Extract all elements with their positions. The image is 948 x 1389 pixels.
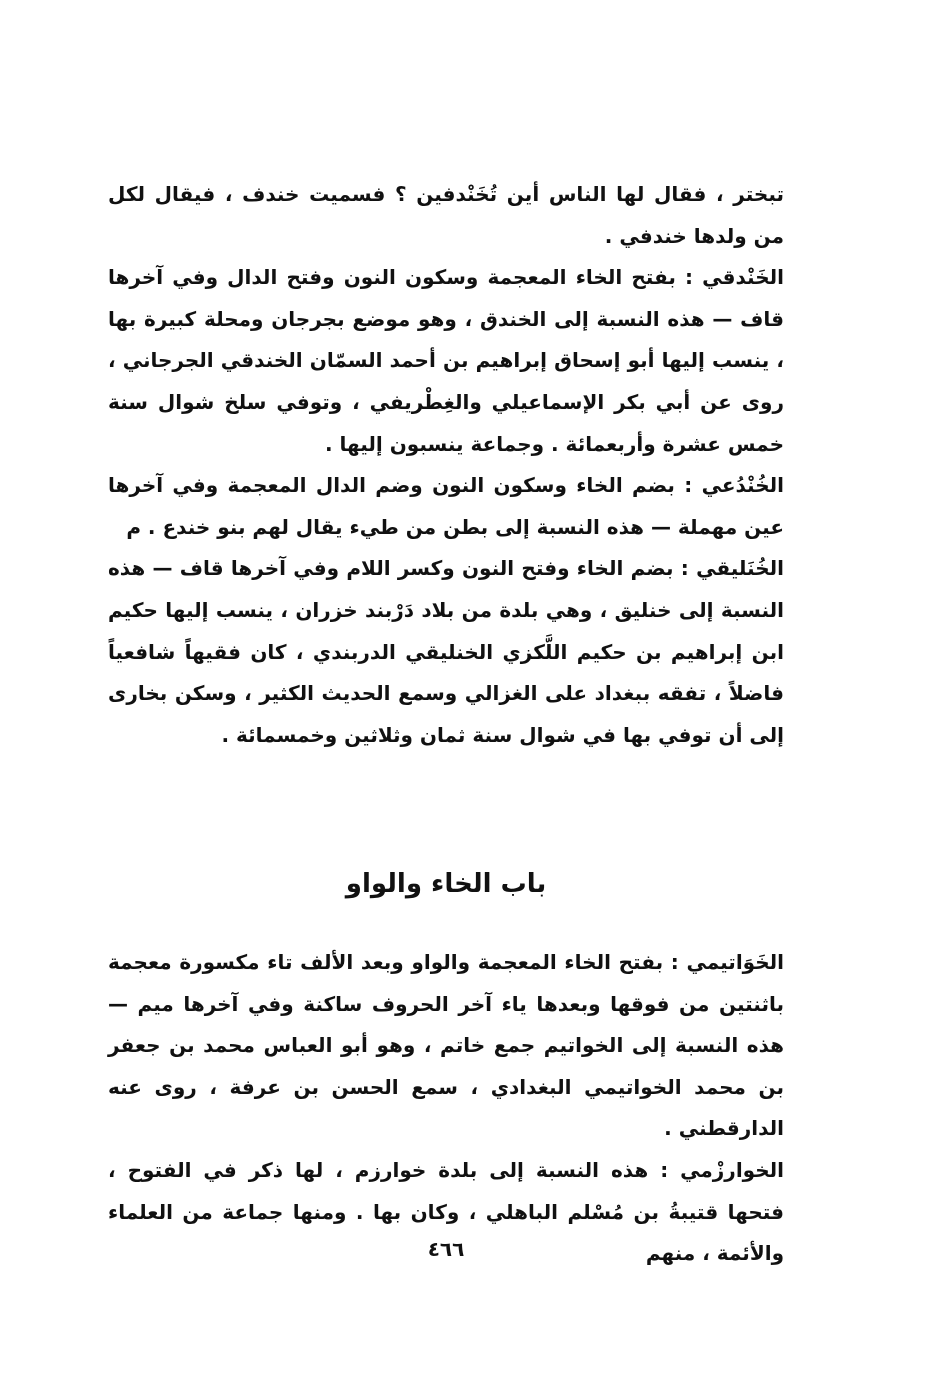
entry-headword: الخَنْدقي bbox=[702, 265, 784, 290]
entry-continuation bbox=[108, 174, 784, 257]
entry-al-khunaliqi bbox=[108, 548, 784, 756]
entry-al-khunduai bbox=[108, 465, 784, 548]
entry-al-khawatimi bbox=[108, 942, 784, 1150]
entry-text: : بضم الخاء وفتح النون وكسر اللام وفي آخرها قاف — هذه النسبة إلى خنليق ، وهي بلدة من بلاد دَرْبند خزران ، ينسب إليها حكيم ابن إبراهيم بن حكيم اللَّكزي الخنليقي الدربندي ، كان فقيهاً شافعياً فاضلاً ، تفقه ببغداد على الغزالي وسمع الحديث الكثير ، وسكن بخارى إلى أن توفي بها في شوال سنة ثمان وثلاثين وخمسمائة . bbox=[108, 556, 784, 747]
page-number: ٤٦٦ bbox=[427, 1237, 465, 1261]
text-block-top bbox=[108, 174, 784, 756]
entry-headword: الخُنَليقي bbox=[696, 556, 784, 581]
entry-al-khandaqi bbox=[108, 257, 784, 465]
entry-headword: الخَوَاتيمي bbox=[686, 950, 784, 974]
entry-text: : بفتح الخاء المعجمة والواو وبعد الألف تاء مكسورة معجمة باثنتين من فوقها وبعدها ياء آخر الحروف ساكنة وفي آخرها ميم — هذه النسبة إلى الخواتيم جمع خاتم ، وهو أبو العباس محمد بن جعفر بن محمد الخواتيمي البغدادي ، سمع الحسن بن عرفة ، روى عنه الدارقطني . bbox=[108, 950, 784, 1141]
entry-text: : بفتح الخاء المعجمة وسكون النون وفتح الدال وفي آخرها قاف — هذه النسبة إلى الخندق ، وهو موضع بجرجان ومحلة كبيرة بها ، ينسب إليها أبو إسحاق إبراهيم بن أحمد السمّان الخندقي الجرجاني ، روى عن أبي بكر الإسماعيلي والغِطْريفي ، وتوفي سلخ شوال سنة خمس عشرة وأربعمائة . وجماعة ينسبون إليها . bbox=[108, 265, 784, 456]
entry-headword: الخوارزْمي bbox=[680, 1157, 784, 1182]
section-heading: باب الخاء والواو bbox=[345, 869, 547, 899]
entry-headword: الخُنْدُعي bbox=[701, 473, 784, 498]
text-block-bottom bbox=[108, 942, 784, 1275]
entry-text: : هذه النسبة إلى بلدة خوارزم ، لها ذكر في الفتوح ، فتحها قتيبةُ بن مُسْلم الباهلي ، وكان بها . ومنها جماعة من العلماء والأئمة ، منهم bbox=[108, 1157, 784, 1266]
entry-text: : بضم الخاء وسكون النون وضم الدال المعجمة وفي آخرها عين مهملة — هذه النسبة إلى بطن من طيء يقال لهم بنو خندع . م bbox=[108, 473, 784, 539]
entry-text: تبختر ، فقال لها الناس أين تُخَنْدفين ؟ فسميت خندف ، فيقال لكل من ولدها خندفي . bbox=[108, 182, 784, 248]
